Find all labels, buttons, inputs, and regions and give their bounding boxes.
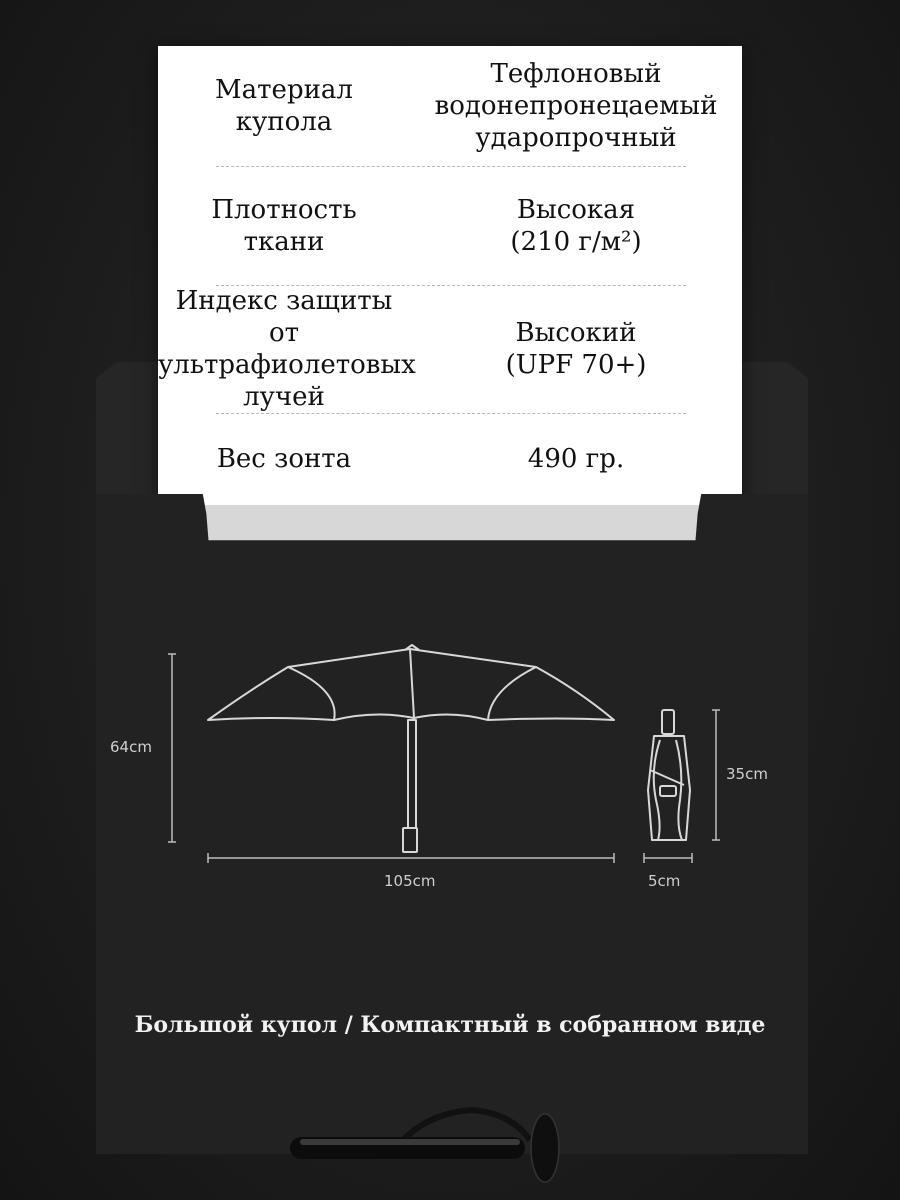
folded-height-label: 35cm: [726, 765, 768, 783]
spec-label: Плотность ткани: [211, 195, 357, 257]
caption: Большой купол / Компактный в собранном виде: [134, 1012, 766, 1038]
spec-value: 490 гр.: [527, 444, 625, 474]
folded-width-label: 5cm: [648, 872, 681, 890]
spec-value: Высокая (210 г/м²): [510, 195, 642, 257]
spec-label: Индекс защиты от ультрафиолетовых лучей: [158, 286, 416, 412]
dimension-folded-width: [644, 853, 692, 863]
spec-label: Вес зонта: [216, 444, 352, 474]
spec-label: Материал купола: [215, 75, 353, 137]
spec-value: Высокий (UPF 70+): [505, 318, 647, 380]
folded-umbrella-icon: [648, 710, 690, 840]
open-umbrella-icon: [208, 645, 614, 852]
umbrella-handle-icon: [290, 1110, 559, 1182]
dimension-folded-height: [712, 710, 720, 840]
open-width-label: 105cm: [384, 872, 436, 890]
dimension-open-height: [168, 654, 176, 842]
open-height-label: 64cm: [110, 738, 152, 756]
dimension-open-width: [208, 853, 614, 863]
spec-value: Тефлоновый водонепронецаемый ударопрочный: [434, 59, 718, 153]
